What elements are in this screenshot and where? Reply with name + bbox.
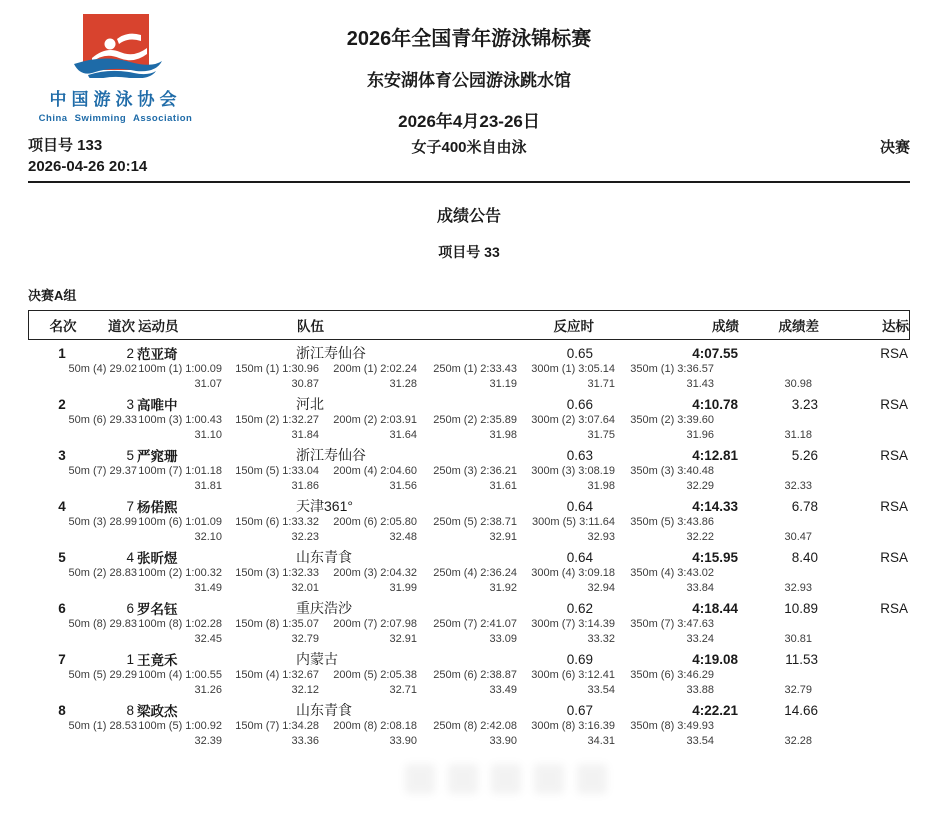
- lane-value: 1: [126, 651, 134, 667]
- athlete-name: 张昕煜: [137, 551, 178, 566]
- team-name: 山东青食: [296, 702, 352, 718]
- split-time: 200m (4) 2:04.60: [333, 465, 417, 477]
- lap-time: 33.09: [489, 633, 517, 645]
- split-time: 200m (2) 2:03.91: [333, 414, 417, 426]
- split-time: 250m (6) 2:38.87: [433, 669, 517, 681]
- rank-value: 8: [58, 702, 66, 718]
- split-time: 300m (1) 3:05.14: [531, 363, 615, 375]
- lap-time: 31.56: [389, 480, 417, 492]
- competition-dates: 2026年4月23-26日: [398, 112, 540, 131]
- reaction-time: 0.65: [566, 345, 593, 361]
- lane-value: 6: [126, 600, 134, 616]
- team-name: 重庆浩沙: [296, 600, 352, 616]
- splits-lap-line: [28, 531, 910, 546]
- lap-time: 32.91: [389, 633, 417, 645]
- lap-time: 32.48: [389, 531, 417, 543]
- result-diff: 3.23: [791, 396, 818, 412]
- splits-cumulative-line: [28, 516, 910, 531]
- split-time: 350m (8) 3:49.93: [630, 720, 714, 732]
- split-time: 300m (2) 3:07.64: [531, 414, 615, 426]
- standard-badge: RSA: [880, 345, 908, 361]
- team-name: 浙江寿仙谷: [296, 345, 366, 361]
- split-time: 350m (4) 3:43.02: [630, 567, 714, 579]
- split-time: 250m (3) 2:36.21: [433, 465, 517, 477]
- result-row: [28, 442, 910, 493]
- group-label: 决赛A组: [28, 288, 77, 303]
- rank-value: 7: [58, 651, 66, 667]
- lap-time: 31.99: [389, 582, 417, 594]
- lap-time: 31.75: [587, 429, 615, 441]
- lap-time: 33.90: [489, 735, 517, 747]
- lap-time: 32.10: [194, 531, 222, 543]
- lap-spacer: [28, 582, 137, 597]
- final-result: 4:12.81: [692, 447, 738, 463]
- split-time: 350m (6) 3:46.29: [630, 669, 714, 681]
- split-time: 100m (6) 1:01.09: [138, 516, 222, 528]
- team-name: 内蒙古: [296, 651, 338, 667]
- splits-lap-line: [28, 480, 910, 495]
- standard-badge: RSA: [880, 498, 908, 514]
- lap-time: 33.49: [489, 684, 517, 696]
- team-name: 浙江寿仙谷: [296, 447, 366, 463]
- split-time: 50m (5) 29.29: [68, 669, 137, 681]
- lap-spacer: [28, 735, 137, 750]
- athlete-name: 罗名钰: [137, 602, 178, 617]
- split-time: 250m (2) 2:35.89: [433, 414, 517, 426]
- lap-spacer: [28, 378, 137, 393]
- lap-time: 32.79: [291, 633, 319, 645]
- splits-lap-line: [28, 633, 910, 648]
- result-row: [28, 340, 910, 391]
- rank-value: 3: [58, 447, 66, 463]
- split-time: 100m (1) 1:00.09: [138, 363, 222, 375]
- splits-cumulative-line: [28, 465, 910, 480]
- lap-time: 33.54: [686, 735, 714, 747]
- result-row: [28, 697, 910, 748]
- results-table: [28, 310, 910, 748]
- split-time: 100m (8) 1:02.28: [138, 618, 222, 630]
- athlete-name: 梁政杰: [137, 704, 178, 719]
- final-result: 4:22.21: [692, 702, 738, 718]
- split-time: 350m (2) 3:39.60: [630, 414, 714, 426]
- title-block: [0, 22, 938, 132]
- lap-time: 33.32: [587, 633, 615, 645]
- split-time: 250m (8) 2:42.08: [433, 720, 517, 732]
- lap-time: 31.43: [686, 378, 714, 390]
- split-time: 100m (4) 1:00.55: [138, 669, 222, 681]
- lane-value: 7: [126, 498, 134, 514]
- lap-time: 33.84: [686, 582, 714, 594]
- lap-time: 34.31: [587, 735, 615, 747]
- split-time: 350m (3) 3:40.48: [630, 465, 714, 477]
- table-header-row: [28, 310, 910, 340]
- result-diff: 10.89: [784, 600, 818, 616]
- lap-time: 33.24: [686, 633, 714, 645]
- split-time: 50m (2) 28.83: [68, 567, 137, 579]
- section-subtitle: 项目号 33: [438, 244, 500, 260]
- reaction-time: 0.64: [566, 498, 593, 514]
- split-time: 250m (7) 2:41.07: [433, 618, 517, 630]
- split-time: 200m (1) 2:02.24: [333, 363, 417, 375]
- result-diff: 5.26: [791, 447, 818, 463]
- split-time: 100m (7) 1:01.18: [138, 465, 222, 477]
- lap-spacer: [28, 633, 137, 648]
- result-row: [28, 493, 910, 544]
- event-name: 女子400米自由泳: [411, 139, 527, 156]
- split-time: 250m (4) 2:36.24: [433, 567, 517, 579]
- result-diff: 11.53: [785, 651, 818, 667]
- watermark: [405, 764, 640, 802]
- rank-value: 2: [58, 396, 66, 412]
- split-time: 150m (2) 1:32.27: [235, 414, 319, 426]
- lap-time: 32.71: [389, 684, 417, 696]
- lap-time: 31.61: [489, 480, 517, 492]
- lap-time: 33.90: [389, 735, 417, 747]
- split-time: 300m (8) 3:16.39: [531, 720, 615, 732]
- athlete-name: 王竟禾: [137, 653, 178, 668]
- final-result: 4:18.44: [692, 600, 738, 616]
- split-time: 100m (3) 1:00.43: [138, 414, 222, 426]
- final-result: 4:10.78: [692, 396, 738, 412]
- reaction-time: 0.67: [566, 702, 593, 718]
- lap-time: 31.71: [587, 378, 615, 390]
- split-time: 150m (1) 1:30.96: [235, 363, 319, 375]
- lap-time: 32.93: [587, 531, 615, 543]
- final-result: 4:14.33: [692, 498, 738, 514]
- lap-time: 32.93: [784, 582, 812, 594]
- split-time: 150m (4) 1:32.67: [235, 669, 319, 681]
- split-time: 300m (4) 3:09.18: [531, 567, 615, 579]
- lap-spacer: [28, 480, 137, 495]
- splits-cumulative-line: [28, 567, 910, 582]
- lap-time: 32.22: [686, 531, 714, 543]
- lane-value: 2: [126, 345, 134, 361]
- lap-time: 32.01: [291, 582, 319, 594]
- split-time: 200m (7) 2:07.98: [333, 618, 417, 630]
- splits-cumulative-line: [28, 414, 910, 429]
- lap-time: 31.07: [194, 378, 222, 390]
- lap-time: 31.84: [291, 429, 319, 441]
- standard-badge: RSA: [880, 600, 908, 616]
- rank-value: 5: [58, 549, 66, 565]
- col-header-athlete: 运动员: [138, 319, 179, 334]
- lap-time: 30.98: [784, 378, 812, 390]
- lap-time: 33.88: [686, 684, 714, 696]
- lap-time: 31.98: [489, 429, 517, 441]
- lap-time: 30.81: [784, 633, 812, 645]
- lap-time: 32.79: [784, 684, 812, 696]
- team-name: 天津361°: [296, 498, 353, 514]
- split-time: 150m (6) 1:33.32: [235, 516, 319, 528]
- lap-time: 31.86: [291, 480, 319, 492]
- round-label: 决赛: [879, 139, 910, 156]
- split-time: 100m (5) 1:00.92: [138, 720, 222, 732]
- split-time: 150m (3) 1:32.33: [235, 567, 319, 579]
- final-result: 4:07.55: [692, 345, 738, 361]
- splits-lap-line: [28, 684, 910, 699]
- standard-badge: RSA: [880, 549, 908, 565]
- lap-time: 32.91: [489, 531, 517, 543]
- lap-time: 32.45: [194, 633, 222, 645]
- split-time: 150m (7) 1:34.28: [235, 720, 319, 732]
- splits-lap-line: [28, 378, 910, 393]
- lap-time: 31.19: [489, 378, 517, 390]
- lap-time: 32.28: [784, 735, 812, 747]
- result-diff: 6.78: [791, 498, 818, 514]
- split-time: 50m (8) 29.83: [68, 618, 137, 630]
- split-time: 250m (1) 2:33.43: [433, 363, 517, 375]
- split-time: 300m (6) 3:12.41: [531, 669, 615, 681]
- lane-value: 3: [126, 396, 134, 412]
- col-header-diff: 成绩差: [778, 319, 819, 334]
- section-title: 成绩公告: [436, 208, 501, 225]
- event-datetime: 2026-04-26 20:14: [28, 158, 148, 175]
- split-time: 50m (3) 28.99: [68, 516, 137, 528]
- split-time: 50m (1) 28.53: [68, 720, 137, 732]
- split-time: 350m (1) 3:36.57: [630, 363, 714, 375]
- event-number: 项目号 133: [28, 137, 103, 154]
- result-diff: 14.66: [784, 702, 818, 718]
- lap-time: 31.49: [194, 582, 222, 594]
- split-time: 300m (7) 3:14.39: [531, 618, 615, 630]
- venue: 东安湖体育公园游泳跳水馆: [367, 71, 571, 90]
- standard-badge: RSA: [880, 447, 908, 463]
- team-name: 山东青食: [296, 549, 352, 565]
- reaction-time: 0.63: [566, 447, 593, 463]
- split-time: 50m (4) 29.02: [68, 363, 137, 375]
- split-time: 300m (3) 3:08.19: [531, 465, 615, 477]
- splits-lap-line: [28, 582, 910, 597]
- lap-time: 32.39: [194, 735, 222, 747]
- team-name: 河北: [296, 396, 324, 412]
- athlete-name: 严窕珊: [137, 449, 178, 464]
- rank-value: 4: [58, 498, 66, 514]
- split-time: 50m (6) 29.33: [68, 414, 137, 426]
- result-row: [28, 544, 910, 595]
- splits-cumulative-line: [28, 720, 910, 735]
- standard-badge: RSA: [880, 396, 908, 412]
- lap-time: 32.94: [587, 582, 615, 594]
- lap-time: 31.81: [194, 480, 222, 492]
- athlete-name: 杨偌熙: [137, 500, 178, 515]
- split-time: 50m (7) 29.37: [68, 465, 137, 477]
- split-time: 100m (2) 1:00.32: [138, 567, 222, 579]
- rank-value: 1: [58, 345, 66, 361]
- result-diff: 8.40: [791, 549, 818, 565]
- splits-cumulative-line: [28, 618, 910, 633]
- splits-cumulative-line: [28, 363, 910, 378]
- meta-row: [28, 135, 910, 181]
- lap-time: 33.36: [291, 735, 319, 747]
- lane-value: 4: [126, 549, 134, 565]
- event-meta: [28, 135, 147, 177]
- split-time: 200m (8) 2:08.18: [333, 720, 417, 732]
- split-time: 200m (6) 2:05.80: [333, 516, 417, 528]
- rank-value: 6: [58, 600, 66, 616]
- reaction-time: 0.69: [566, 651, 593, 667]
- final-result: 4:15.95: [692, 549, 738, 565]
- col-header-result: 成绩: [712, 319, 739, 334]
- lap-spacer: [28, 429, 137, 444]
- competition-title: 2026年全国青年游泳锦标赛: [346, 28, 592, 50]
- split-time: 150m (5) 1:33.04: [235, 465, 319, 477]
- logo-name-cn: 中国游泳协会: [49, 90, 182, 109]
- split-time: 200m (3) 2:04.32: [333, 567, 417, 579]
- lap-time: 32.33: [784, 480, 812, 492]
- split-time: 350m (5) 3:43.86: [630, 516, 714, 528]
- col-header-team: 队伍: [297, 319, 324, 334]
- lap-time: 31.26: [194, 684, 222, 696]
- lap-time: 31.28: [389, 378, 417, 390]
- lap-time: 32.29: [686, 480, 714, 492]
- col-header-reaction: 反应时: [553, 319, 594, 334]
- lap-time: 31.64: [389, 429, 417, 441]
- lap-time: 31.10: [194, 429, 222, 441]
- result-row: [28, 595, 910, 646]
- split-time: 300m (5) 3:11.64: [532, 516, 615, 528]
- lap-spacer: [28, 684, 137, 699]
- col-header-standard: 达标: [882, 319, 909, 334]
- final-result: 4:19.08: [692, 651, 738, 667]
- lap-time: 31.92: [489, 582, 517, 594]
- reaction-time: 0.62: [566, 600, 593, 616]
- split-time: 150m (8) 1:35.07: [235, 618, 319, 630]
- logo-name-en: China Swimming Association: [38, 113, 193, 124]
- lane-value: 8: [126, 702, 134, 718]
- col-header-lane: 道次: [108, 319, 135, 334]
- splits-lap-line: [28, 735, 910, 750]
- lap-time: 30.47: [784, 531, 812, 543]
- lap-time: 32.12: [291, 684, 319, 696]
- lap-time: 31.18: [784, 429, 812, 441]
- table-body: [28, 340, 910, 748]
- athlete-name: 高唯中: [137, 398, 178, 413]
- col-header-rank: 名次: [49, 319, 77, 334]
- lane-value: 5: [126, 447, 134, 463]
- reaction-time: 0.66: [566, 396, 593, 412]
- athlete-name: 范亚琦: [137, 347, 178, 362]
- result-row: [28, 646, 910, 697]
- splits-cumulative-line: [28, 669, 910, 684]
- splits-lap-line: [28, 429, 910, 444]
- lap-time: 32.23: [291, 531, 319, 543]
- lap-spacer: [28, 531, 137, 546]
- reaction-time: 0.64: [566, 549, 593, 565]
- split-time: 350m (7) 3:47.63: [630, 618, 714, 630]
- lap-time: 33.54: [587, 684, 615, 696]
- lap-time: 31.96: [686, 429, 714, 441]
- result-row: [28, 391, 910, 442]
- split-time: 200m (5) 2:05.38: [333, 669, 417, 681]
- lap-time: 30.87: [291, 378, 319, 390]
- divider-line: [28, 181, 910, 183]
- split-time: 250m (5) 2:38.71: [433, 516, 517, 528]
- lap-time: 31.98: [587, 480, 615, 492]
